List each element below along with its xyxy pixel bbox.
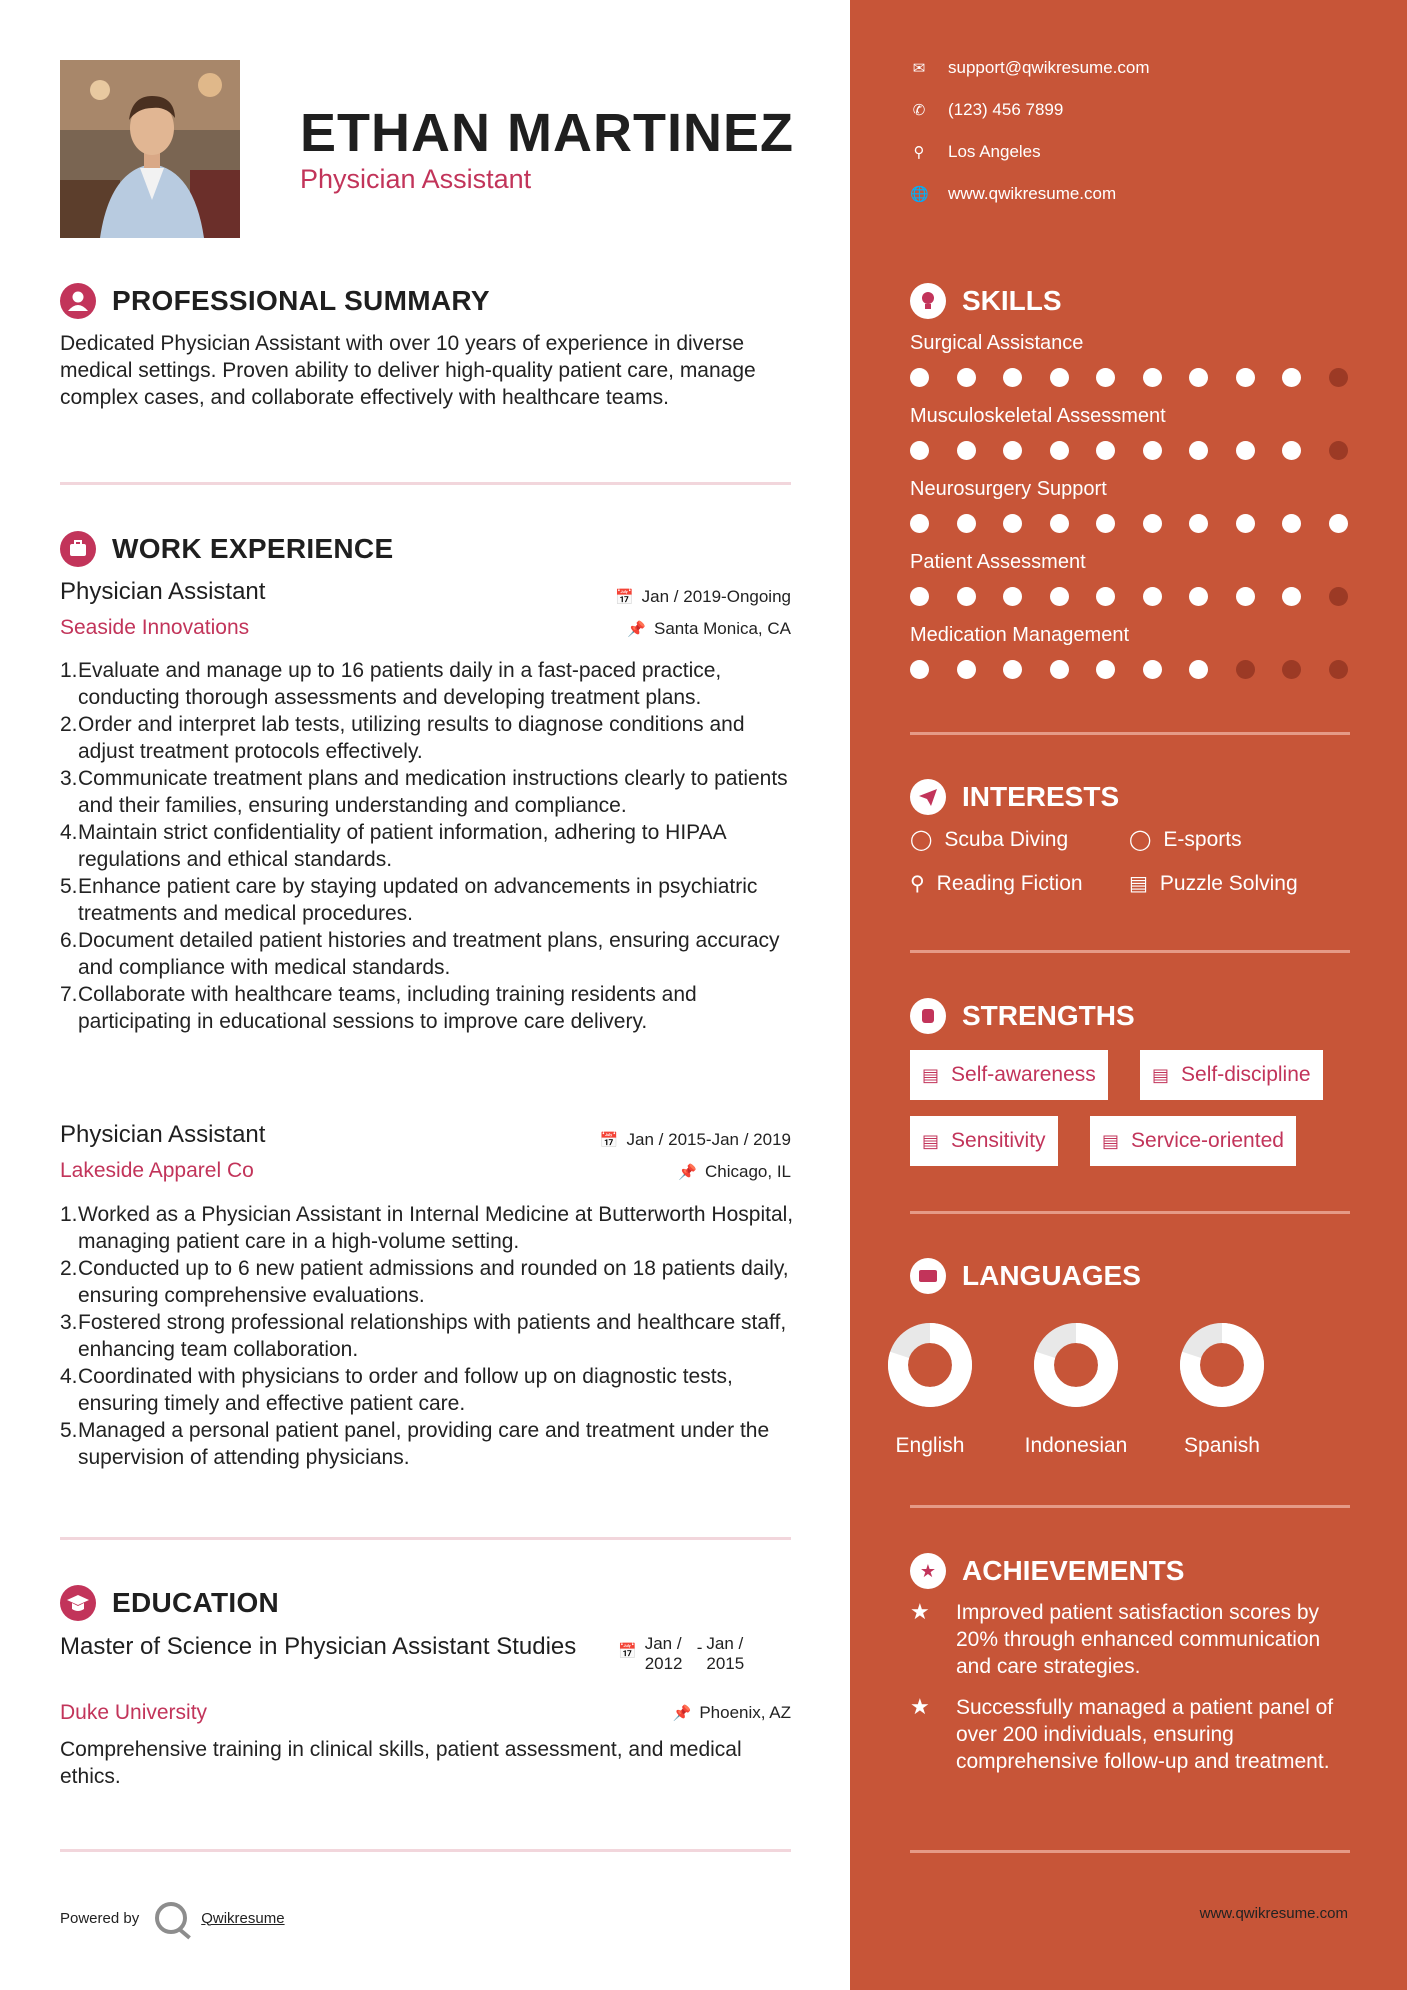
education-heading xyxy=(60,1585,279,1621)
job-dates xyxy=(615,587,791,607)
skill-dot xyxy=(957,514,976,533)
summary-title: PROFESSIONAL SUMMARY xyxy=(112,285,490,316)
user-icon xyxy=(60,283,96,319)
interest-item xyxy=(1129,871,1298,896)
experience-title: WORK EXPERIENCE xyxy=(112,533,394,564)
sidebar xyxy=(850,0,1407,1990)
location-text: Los Angeles xyxy=(948,142,1041,161)
job-location-text: Chicago, IL xyxy=(705,1162,791,1181)
gamepad-icon: ⚲ xyxy=(910,873,925,895)
achievement-item xyxy=(910,1694,1350,1775)
star-icon: ★ xyxy=(910,1694,930,1719)
skill-dot xyxy=(1189,368,1208,387)
footer-site[interactable]: www.qwikresume.com xyxy=(1199,1905,1348,1922)
skill-dot xyxy=(1003,441,1022,460)
list-item: 2.Order and interpret lab tests, utilizing results to diagnose conditions and adjust treatment protocols effectively. xyxy=(60,713,745,763)
skill-dot xyxy=(1329,514,1348,533)
skill-dot xyxy=(957,660,976,679)
list-item: 7.Collaborate with healthcare teams, including training residents and participating in educational sessions to improve care delivery. xyxy=(60,983,697,1033)
book-icon: ▤ xyxy=(922,1130,940,1151)
skill-dot xyxy=(1329,587,1348,606)
job-company: Seaside Innovations xyxy=(60,616,250,639)
interest-label: Reading Fiction xyxy=(936,871,1083,895)
job-title: Physician Assistant xyxy=(60,578,266,605)
pin-icon: 📌 xyxy=(678,1164,697,1181)
job-dates-text: Jan / 2015-Jan / 2019 xyxy=(626,1130,791,1149)
strength-tag xyxy=(910,1116,1058,1166)
strength-label: Self-awareness xyxy=(951,1063,1096,1086)
education-end: Jan / 2015 xyxy=(706,1634,745,1673)
skill-dot xyxy=(957,368,976,387)
book-icon: ▤ xyxy=(922,1064,940,1085)
skill-dot xyxy=(1143,587,1162,606)
strength-tag xyxy=(910,1050,1108,1100)
language-name: Spanish xyxy=(1184,1434,1260,1457)
pin-icon: 📌 xyxy=(627,621,646,638)
skill-dot xyxy=(1189,514,1208,533)
skill-dot xyxy=(1236,368,1255,387)
education-start: Jan / 2012 xyxy=(644,1634,683,1673)
achievements-title: ACHIEVEMENTS xyxy=(962,1555,1185,1586)
language-gauge xyxy=(1033,1322,1119,1408)
job-location-text: Santa Monica, CA xyxy=(653,619,791,638)
divider xyxy=(910,732,1350,735)
strength-tag xyxy=(1140,1050,1323,1100)
divider xyxy=(60,1537,791,1540)
summary-heading xyxy=(60,283,490,319)
strength-tag xyxy=(1090,1116,1296,1166)
skill-dot xyxy=(1282,587,1301,606)
map-marker-icon: ⚲ xyxy=(913,144,925,161)
skill-rating xyxy=(910,514,1375,533)
qwikresume-logo-icon xyxy=(155,1902,187,1934)
skill-dot xyxy=(1096,514,1115,533)
contact-website xyxy=(910,184,1116,204)
interest-item xyxy=(910,827,1068,852)
strengths-heading xyxy=(910,998,1135,1034)
degree-title: Master of Science in Physician Assistant Studies xyxy=(60,1633,577,1660)
summary-text: Dedicated Physician Assistant with over 10 years of experience in diverse medical settings. Proven ability to deliver high-quality patient care, manage complex cases, and collaborate effectively with healthcare teams. xyxy=(60,332,756,409)
skill-dot xyxy=(910,441,929,460)
qwikresume-link[interactable]: Qwikresume xyxy=(201,1909,285,1927)
website-text[interactable]: www.qwikresume.com xyxy=(948,184,1117,203)
envelope-icon: ✉ xyxy=(912,60,926,77)
skill-dot xyxy=(957,587,976,606)
skill-dot xyxy=(1329,368,1348,387)
education-dates xyxy=(618,1634,750,1674)
skill-dot xyxy=(1282,441,1301,460)
languages-title: LANGUAGES xyxy=(962,1260,1141,1291)
skill-dot xyxy=(1096,441,1115,460)
skill-dot xyxy=(1050,660,1069,679)
divider xyxy=(910,1211,1350,1214)
education-title: EDUCATION xyxy=(112,1587,280,1618)
strength-label: Service-oriented xyxy=(1131,1129,1284,1152)
interest-label: Scuba Diving xyxy=(944,827,1069,851)
skill-dot xyxy=(910,368,929,387)
book-icon: ▤ xyxy=(1152,1064,1170,1085)
education-location xyxy=(673,1703,791,1723)
job-location xyxy=(627,619,791,639)
life-ring-icon: ◯ xyxy=(910,829,933,851)
skill-dot xyxy=(1050,514,1069,533)
skill-name: Patient Assessment xyxy=(910,551,1086,573)
achievement-item xyxy=(910,1599,1350,1680)
skill-dot xyxy=(1236,514,1255,533)
lightbulb-icon xyxy=(910,283,946,319)
skill-name: Surgical Assistance xyxy=(910,332,1084,354)
skill-dot xyxy=(1050,441,1069,460)
powered-by xyxy=(60,1902,285,1934)
language-item xyxy=(1162,1322,1282,1458)
list-item: 3.Fostered strong professional relationships with patients and healthcare staff, enhancing team collaboration. xyxy=(60,1311,787,1361)
skill-name: Musculoskeletal Assessment xyxy=(910,405,1166,427)
skill-name: Neurosurgery Support xyxy=(910,478,1107,500)
skill-dot xyxy=(1003,368,1022,387)
language-name: English xyxy=(895,1434,965,1457)
list-item: 3.Communicate treatment plans and medication instructions clearly to patients and their families, ensuring understanding and compliance. xyxy=(60,767,788,817)
calendar-icon: 📅 xyxy=(599,1132,619,1149)
education-location-text: Phoenix, AZ xyxy=(699,1703,791,1722)
skill-dot xyxy=(1189,441,1208,460)
achievement-text: Improved patient satisfaction scores by 20% through enhanced communication and care strategies. xyxy=(956,1601,1321,1678)
skill-rating xyxy=(910,441,1375,460)
book-icon: ▤ xyxy=(1102,1130,1120,1151)
calendar-icon: 📅 xyxy=(614,589,634,606)
strengths-title: STRENGTHS xyxy=(962,1000,1135,1031)
star-icon: ★ xyxy=(910,1599,930,1624)
book-icon: ▤ xyxy=(1129,873,1148,895)
skill-rating xyxy=(910,368,1375,387)
language-name: Indonesian xyxy=(1024,1434,1128,1457)
powered-by-label: Powered by xyxy=(60,1909,140,1927)
skill-dot xyxy=(1003,660,1022,679)
list-item: 1.Evaluate and manage up to 16 patients daily in a fast-paced practice, conducting thorough assessments and developing treatment plans. xyxy=(60,659,722,709)
skill-dot xyxy=(957,441,976,460)
briefcase-icon xyxy=(60,531,96,567)
divider xyxy=(910,950,1350,953)
language-gauge xyxy=(1179,1322,1265,1408)
skill-dot xyxy=(1096,587,1115,606)
skill-dot xyxy=(1282,660,1301,679)
skill-rating xyxy=(910,587,1375,606)
skill-dot xyxy=(1329,441,1348,460)
date-separator: - xyxy=(696,1638,703,1657)
interest-item xyxy=(1129,827,1242,852)
list-item: 4.Maintain strict confidentiality of patient information, adhering to HIPAA regulations and ethical standards. xyxy=(60,821,726,871)
list-item: 5.Managed a personal patient panel, providing care and treatment under the supervision of attending physicians. xyxy=(60,1419,770,1469)
skill-dot xyxy=(1143,514,1162,533)
skill-dot xyxy=(1143,368,1162,387)
interest-label: Puzzle Solving xyxy=(1159,871,1298,895)
fist-icon xyxy=(910,998,946,1034)
paper-plane-icon xyxy=(910,779,946,815)
list-item: 5.Enhance patient care by staying updated on advancements in psychiatric treatments and medical procedures. xyxy=(60,875,758,925)
divider xyxy=(910,1505,1350,1508)
list-item: 1.Worked as a Physician Assistant in Internal Medicine at Butterworth Hospital, managing patient care in a high-volume setting. xyxy=(60,1203,794,1253)
skill-dot xyxy=(1282,514,1301,533)
contact-location xyxy=(910,142,1041,162)
strength-label: Self-discipline xyxy=(1181,1063,1311,1086)
skill-dot xyxy=(1236,660,1255,679)
job-title: Physician Assistant xyxy=(60,1121,266,1148)
phone-icon: ✆ xyxy=(912,102,926,119)
skill-dot xyxy=(1003,587,1022,606)
skill-dot xyxy=(1329,660,1348,679)
life-ring-icon: ◯ xyxy=(1129,829,1152,851)
job-company: Lakeside Apparel Co xyxy=(60,1159,254,1182)
job-bullets xyxy=(60,657,800,1035)
achievement-text: Successfully managed a patient panel of over 200 individuals, ensuring comprehensive follow-up and treatment. xyxy=(956,1696,1334,1773)
skills-heading xyxy=(910,283,1062,319)
language-item xyxy=(870,1322,990,1458)
strength-label: Sensitivity xyxy=(951,1129,1046,1152)
skill-dot xyxy=(1189,660,1208,679)
skill-dot xyxy=(910,587,929,606)
list-item: 2.Conducted up to 6 new patient admissions and rounded on 18 patients daily, ensuring comprehensive evaluations. xyxy=(60,1257,789,1307)
job-dates-text: Jan / 2019-Ongoing xyxy=(641,587,791,606)
contact-email xyxy=(910,58,1150,78)
skill-dot xyxy=(1050,368,1069,387)
list-item: 6.Document detailed patient histories and treatment plans, ensuring accuracy and compliance with medical standards. xyxy=(60,929,780,979)
skill-dot xyxy=(910,514,929,533)
calendar-icon: 📅 xyxy=(618,1643,637,1660)
education-description: Comprehensive training in clinical skills, patient assessment, and medical ethics. xyxy=(60,1738,742,1788)
candidate-role: Physician Assistant xyxy=(300,164,532,194)
interests-title: INTERESTS xyxy=(962,781,1120,812)
skill-dot xyxy=(1003,514,1022,533)
phone-text[interactable]: (123) 456 7899 xyxy=(948,100,1064,119)
contact-phone xyxy=(910,100,1063,120)
skill-dot xyxy=(910,660,929,679)
globe-icon: 🌐 xyxy=(910,186,929,203)
email-text[interactable]: support@qwikresume.com xyxy=(948,58,1150,77)
job-dates xyxy=(600,1130,791,1150)
candidate-name: ETHAN MARTINEZ xyxy=(300,103,794,163)
skill-dot xyxy=(1096,660,1115,679)
skill-dot xyxy=(1236,441,1255,460)
graduation-cap-icon xyxy=(60,1585,96,1621)
language-item xyxy=(1016,1322,1136,1458)
list-item: 4.Coordinated with physicians to order and follow up on diagnostic tests, ensuring timely and effective patient care. xyxy=(60,1365,733,1415)
interests-heading xyxy=(910,779,1119,815)
profile-photo xyxy=(60,60,240,238)
skill-dot xyxy=(1282,368,1301,387)
skill-dot xyxy=(1189,587,1208,606)
divider xyxy=(60,482,791,485)
skill-rating xyxy=(910,660,1375,679)
job-bullets xyxy=(60,1201,800,1471)
skill-dot xyxy=(1143,441,1162,460)
skill-dot xyxy=(1050,587,1069,606)
language-icon xyxy=(910,1258,946,1294)
school-name: Duke University xyxy=(60,1701,208,1724)
pin-icon: 📌 xyxy=(672,1705,692,1722)
experience-heading xyxy=(60,531,393,567)
divider xyxy=(910,1850,1350,1853)
skill-dot xyxy=(1096,368,1115,387)
star-badge-icon: ★ xyxy=(910,1553,946,1589)
achievements-heading xyxy=(910,1553,1184,1589)
skill-dot xyxy=(1143,660,1162,679)
language-gauge xyxy=(887,1322,973,1408)
interest-label: E-sports xyxy=(1163,827,1242,851)
languages-heading xyxy=(910,1258,1141,1294)
skill-name: Medication Management xyxy=(910,624,1130,646)
job-location xyxy=(678,1162,791,1182)
skill-dot xyxy=(1236,587,1255,606)
skills-title: SKILLS xyxy=(962,285,1062,316)
interest-item xyxy=(910,871,1083,896)
divider xyxy=(60,1849,791,1852)
